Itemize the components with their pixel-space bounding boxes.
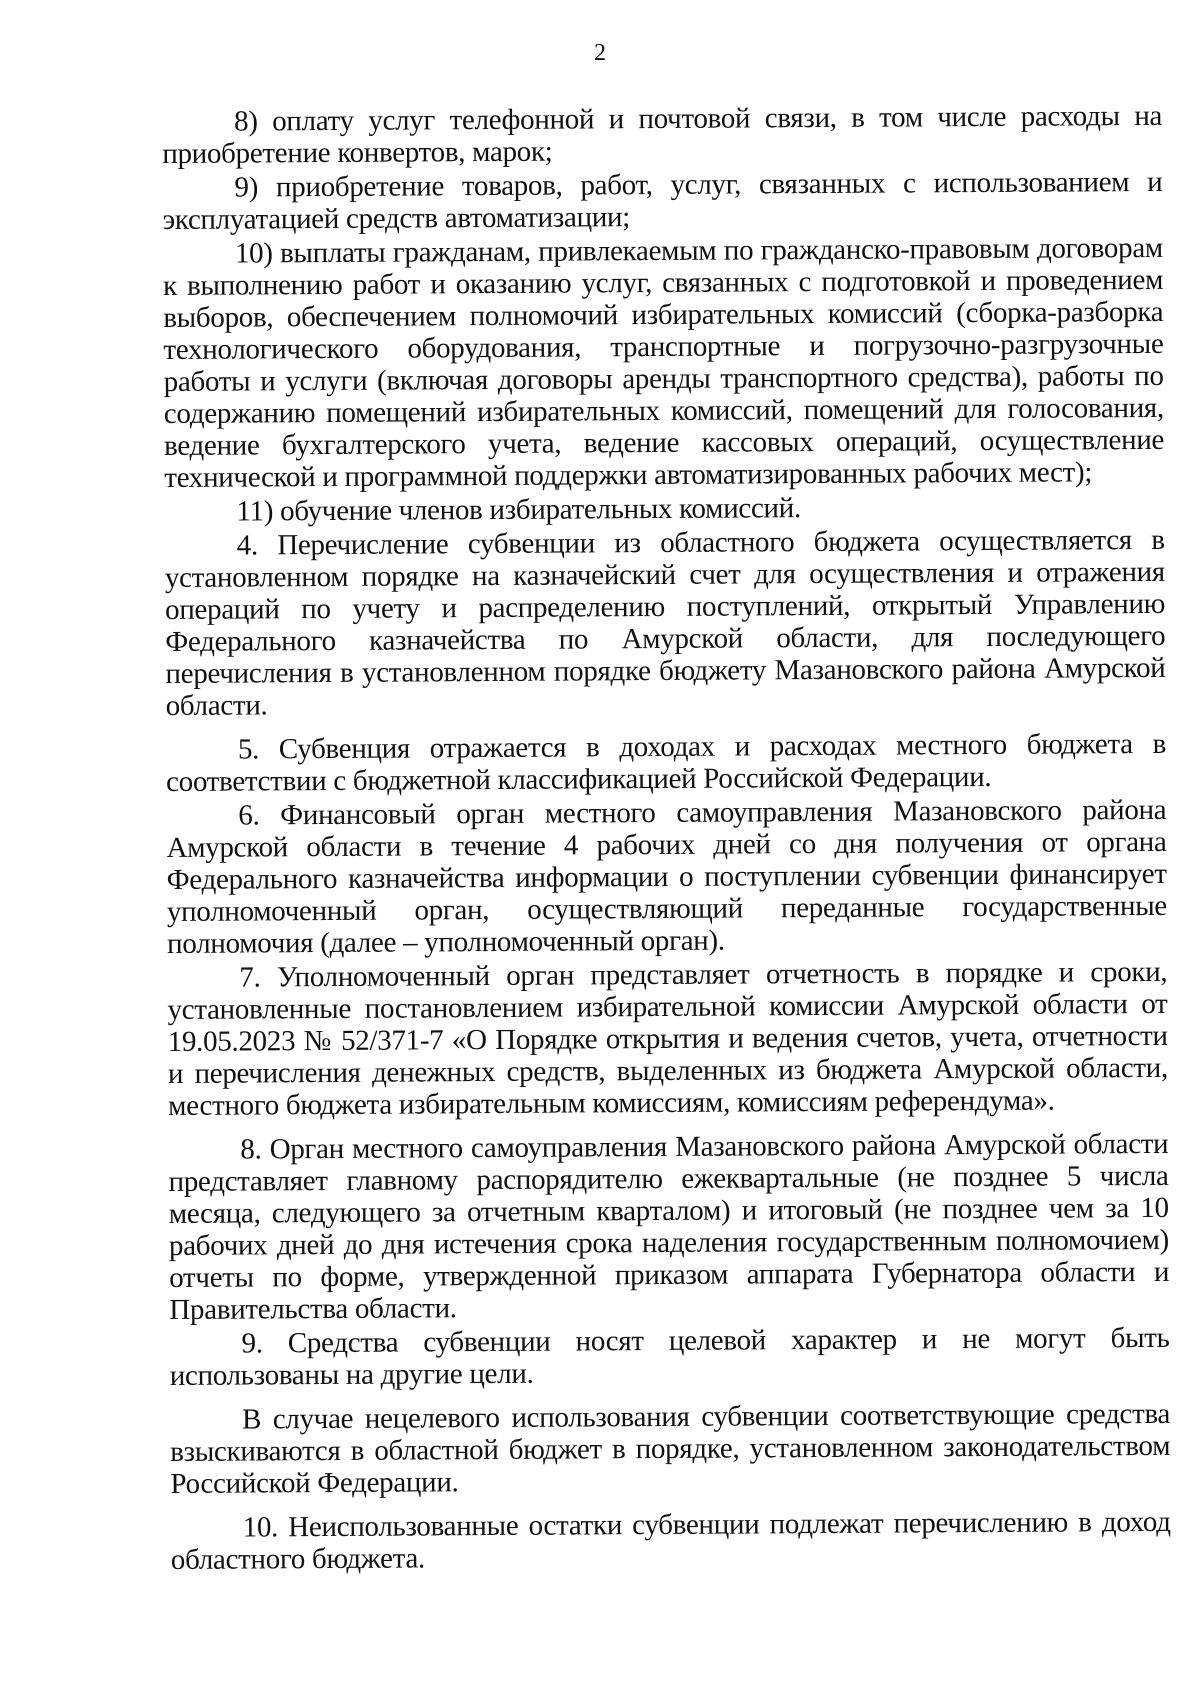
paragraph-clause-10: 10. Неиспользованные остатки субвенции подлежат перечислению в доход областного бюджета. — [170, 1505, 1171, 1576]
paragraph-clause-4: 4. Перечисление субвенции из областного бюджета осуществляется в установленном порядке на казначейский счет для осуществления и отражения операций по учету и распределению поступлений, открытый Управлению Федерального казначейства по Амурской области, для последующего перечисления в установленном порядке бюджету Мазановского района Амурской области. — [164, 523, 1166, 722]
paragraph-item-9: 9) приобретение товаров, работ, услуг, связанных с использованием и эксплуатацией средств автоматизации; — [162, 165, 1163, 236]
document-body — [162, 100, 1171, 1578]
paragraph-clause-5: 5. Субвенция отражается в доходах и расходах местного бюджета в соответствии с бюджетной классификацией Российской Федерации. — [166, 727, 1167, 798]
paragraph-item-10: 10) выплаты гражданам, привлекаемым по гражданско-правовым договорам к выполнению работ и оказанию услуг, связанных с подготовкой и проведением выборов, обеспечением полномочий избирательных комиссий (сборка-разборка технологического оборудования, транспортные и погрузочно-разгрузочные работы и услуги (включая договоры аренды транспортного средства), работы по содержанию помещений избирательных комиссий, помещений для голосования, ведение бухгалтерского учета, ведение кассовых операций, осуществление технической и программной поддержки автоматизированных рабочих мест); — [163, 231, 1165, 494]
page-number: 2 — [594, 40, 606, 66]
paragraph-misuse: В случае нецелевого использования субвенции соответствующие средства взыскиваются в областной бюджет в порядке, установленном законодательством Российской Федерации. — [170, 1397, 1171, 1500]
paragraph-item-8: 8) оплату услуг телефонной и почтовой связи, в том числе расходы на приобретение конвертов, марок; — [162, 99, 1163, 170]
paragraph-clause-6: 6. Финансовый орган местного самоуправления Мазановского района Амурской области в течение 4 рабочих дней со дня получения от органа Федерального казначейства информации о поступлении субвенции финансирует уполномоченный орган, осуществляющий переданные государственные полномочия (далее – уполномоченный орган). — [166, 793, 1168, 960]
paragraph-clause-9: 9. Средства субвенции носят целевой характер и не могут быть использованы на другие цели. — [169, 1321, 1170, 1392]
paragraph-clause-7: 7. Уполномоченный орган представляет отчетность в порядке и сроки, установленные постановлением избирательной комиссии Амурской области от 19.05.2023 № 52/371-7 «О Порядке открытия и ведения счетов, учета, отчетности и перечисления денежных средств, выделенных из бюджета Амурской области, местного бюджета избирательным комиссиям, комиссиям референдума». — [167, 955, 1168, 1122]
paragraph-clause-8: 8. Орган местного самоуправления Мазановского района Амурской области представляет главному распорядителю ежеквартальные (не позднее 5 числа месяца, следующего за отчетным кварталом) и итоговый (не позднее чем за 10 рабочих дней до дня истечения срока наделения государственным полномочием) отчеты по форме, утвержденной приказом аппарата Губернатора области и Правительства области. — [168, 1127, 1170, 1326]
paragraph-item-11: 11) обучение членов избирательных комиссий. — [236, 492, 802, 528]
